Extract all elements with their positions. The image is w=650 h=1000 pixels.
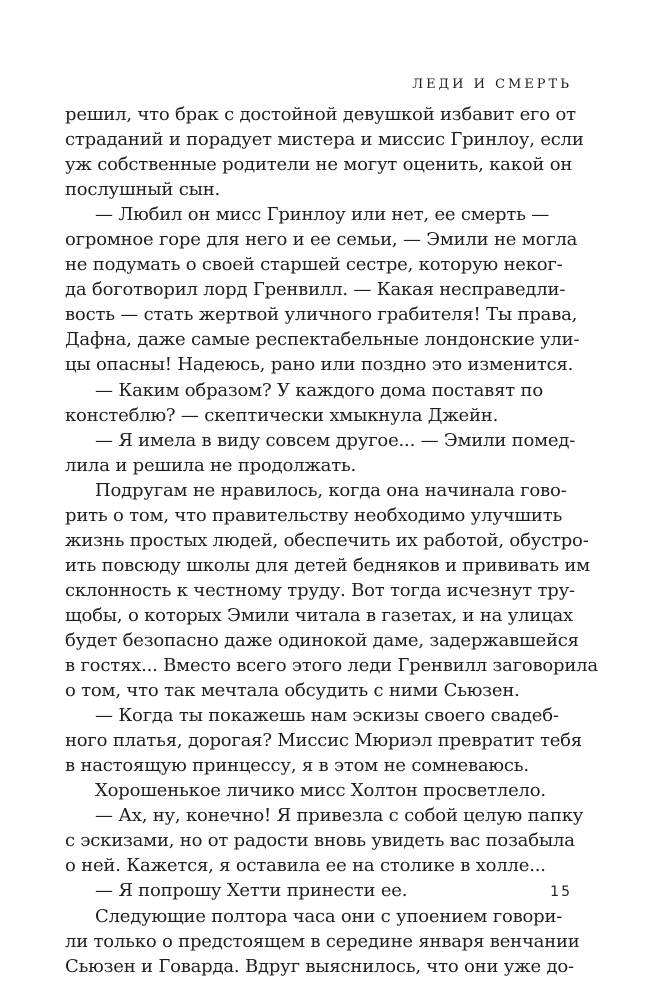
text-line: ного платья, дорогая? Миссис Мюриэл превратит тебя [65,730,582,752]
text-line: будет безопасно даже одинокой даме, задержавшейся [65,629,579,651]
text-line: Сьюзен и Говарда. Вдруг выяснилось, что они уже до- [65,955,574,977]
text-line: жизнь простых людей, обеспечить их работой, обустро- [65,529,589,551]
text-line: Подругам не нравилось, когда она начинала гово- [95,479,567,501]
text-line: лила и решила не продолжать. [65,454,357,476]
text-line: да боготворил лорд Гренвилл. — Какая несправедли- [65,279,566,301]
text-line: в гостях... Вместо всего этого леди Гренвилл заговорила [65,655,598,677]
text-line: решил, что брак с достойной девушкой избавит его от [65,104,576,125]
text-line: ить повсюду школы для детей бедняков и прививать им [65,554,590,576]
text-line: — Я имела в виду совсем другое... — Эмили помед- [95,429,576,451]
text-line: — Каким образом? У каждого дома поставят по [95,379,543,401]
text-line: щобы, о которых Эмили читала в газетах, и на улицах [65,604,573,626]
text-line: — Когда ты покажешь нам эскизы своего свадеб- [95,705,559,727]
text-line: Следующие полтора часа они с упоением говори- [95,905,563,927]
text-line: в настоящую принцессу, я в этом не сомневаюсь. [65,755,529,777]
text-line: — Я попрошу Хетти принести ее. [95,880,408,902]
text-line: рить о том, что правительству необходимо улучшить [65,504,563,526]
text-line: цы опасны! Надеюсь, рано или поздно это изменится. [65,354,574,376]
text-line: о том, что так мечтала обсудить с ними Сьюзен. [65,680,520,702]
text-line: послушный сын. [65,179,221,201]
text-line: ли только о предстоящем в середине января венчании [65,930,580,952]
text-line: с эскизами, но от радости вновь увидеть вас позабыла [65,830,575,852]
text-line: — Любил он мисс Гринлоу или нет, ее смерть — [95,204,550,226]
text-line: склонность к честному труду. Вот тогда исчезнут тру- [65,579,575,601]
text-line: о ней. Кажется, я оставила ее на столике в холле... [65,855,546,877]
text-line: уж собственные родители не могут оценить, какой он [65,154,573,176]
text-line: констеблю? — скептически хмыкнула Джейн. [65,404,499,426]
running-title: ЛЕДИ И СМЕРТЬ [412,77,572,92]
text-line: — Ах, ну, конечно! Я привезла с собой целую папку [95,805,584,827]
text-line: вость — стать жертвой уличного грабителя! Ты права, [65,304,578,326]
text-line: Дафна, даже самые респектабельные лондонские ули- [65,329,580,351]
text-line: Хорошенькое личико мисс Холтон просветлело. [95,780,546,802]
text-line: огромное горе для него и ее семьи, — Эмили не могла [65,229,578,251]
page-number: 15 [550,884,572,900]
text-line: страданий и порадует мистера и миссис Гринлоу, если [65,129,584,151]
text-line: не подумать о своей старшей сестре, которую неког- [65,254,563,276]
